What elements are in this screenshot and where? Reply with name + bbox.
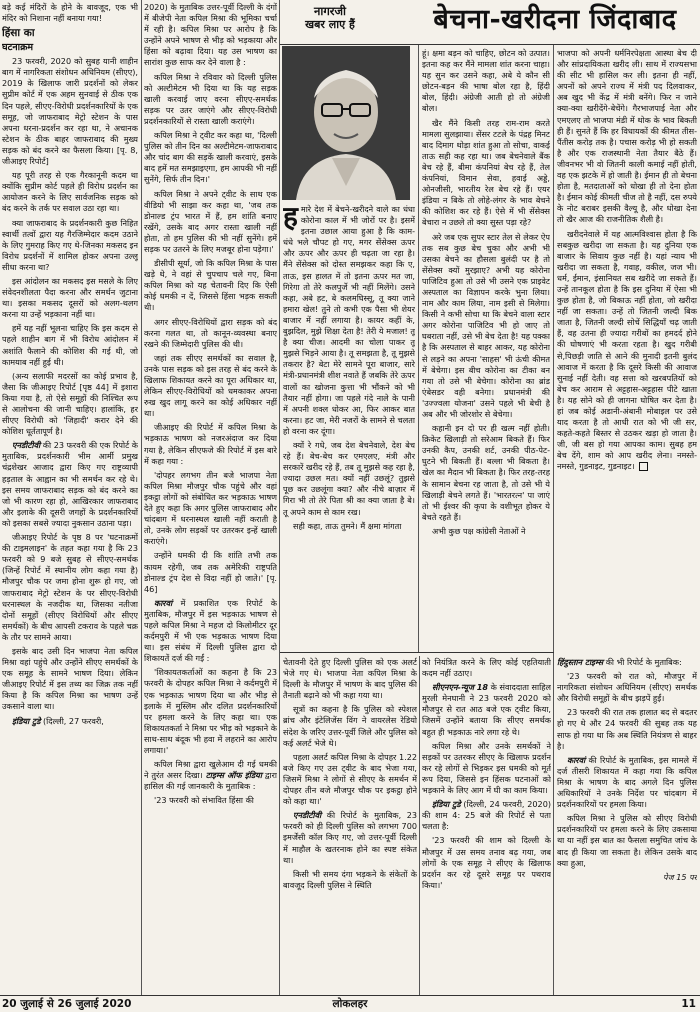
paragraph-text: द्वारा हासिल की गई जानकारी के मुताबिक : [144, 770, 277, 792]
subheading: हिंसा का [2, 27, 35, 40]
paragraph: '23 फरवरी को रात को, मौजपुर में नागरिकता संशोधन अधिनियम (सीएए) समर्थक और विरोधी समूहों के बीच झड़पें हुईं। [557, 671, 697, 704]
paragraph: बड़े कई मंदिरों के होने के बावजूद, एक भी मंदिर को निशाना नहीं बनाया गया! [2, 2, 138, 24]
source-name: कारवां [154, 597, 173, 608]
column-rule [419, 656, 420, 996]
paragraph: डीसीपी सूर्या, जो कि कपिल मिश्रा के पास खड़े थे, ने वहां से चुपचाप चले गए, बिना कपिल मिश्रा को यह चेतावनी दिए कि ऐसी कोई धमकी न दें, जिससे हिंसा भड़क सकती थी। [144, 258, 277, 313]
paragraph: 23 फरवरी, 2020 को सुबह यानी शाहीन बाग में नागरिकता संशोधन अधिनियम (सीएए), 2019 के खिलाफ जारी प्रदर्शनों को लेकर सुप्रीम कोर्ट में एक अहम सुनवाई से ठीक एक दिन पहले, सीएए-विरोधी प्रदर्शनकारियों के एक समूह, जो जाफराबाद मेट्रो स्टेशन के पास अपना धरना-प्रदर्शन कर रहा था, ने अचानक स्टेशन के ठीक बाहर जाफराबाद की मुख्य सड़क को बंद करने का फैसला किया। [पृ. 8, जीआइए रिपोर्ट] [2, 56, 138, 167]
paragraph: भाजपा को अपनी धर्मनिरपेक्षता आस्था बेच दी और सांप्रदायिकता खरीद ली। साथ में राज्यसभा की सीट भी हासिल कर ली। इतना ही नहीं, अपनों को अपने राज्य में मंत्री पद दिलवाकर, अब खुद भी केंद्र में मंत्री बनेंगे। फिर न जाने क्या-क्या खरीदेंगे-बेचेंगे। गैरभाजपाई नेता और एमएलए तो भाजपा मंडी में थोक के भाव बिकती ही हैं। सुनते हैं कि हर विधायकों की कीमत तीस-पैंतीस करोड़ तक है। पचास करोड़ भी हो सकती है और एक राजस्थानी नेता तैयार बैठे हैं। जीवनभर भी वो जितनी काली कमाई नहीं होती, वह एक झटके में हो जाती है। ईमान ही तो बेचना होता है, मतदाताओं को धोखा ही तो देना होता है। ईमान कोई कीमती चीज तो है नहीं, दस रुपये के नोट बराबर इसकी वैल्यू है, और धोखा देना तो खैर आज की राजनीतिक शैली है। [557, 48, 697, 225]
paragraph-text: (दिल्ली, 27 फरवरी, [43, 715, 104, 726]
paragraph: हमें यह नहीं भूलना चाहिए कि इस कदम से पहले शाहीन बाग में भी विरोध आंदोलन में अशांति फैलाने की कोशिश की गई थी, जो कामयाब नहीं हुई थी। [2, 323, 138, 367]
kicker-line-1: नागरजी [313, 4, 347, 18]
paragraph [283, 810, 417, 865]
footer-date: 20 जुलाई से 26 जुलाई 2020 [2, 998, 132, 1010]
paragraph: को नियंत्रित करने के लिए कोई एहतियाती कदम नहीं उठाए। [422, 657, 551, 679]
paragraph: 23 फरवरी की रात तक हालात बद से बदतर हो गए थे और 24 फरवरी की सुबह तक यह साफ हो गया था कि अब स्थिति नियंत्रण से बाहर है। [557, 707, 697, 751]
end-mark-icon [639, 462, 648, 471]
article-column-3 [283, 657, 417, 994]
paragraph: '23 फरवरी की शाम को दिल्ली के मौजपुर में उस समय तनाव बढ़ गया, जब लोगों के एक समूह ने सीएए के खिलाफ प्रदर्शन कर रहे दूसरे समूह पर पथराव किया।' [422, 835, 551, 890]
column-rule [418, 44, 419, 652]
source-name: टाइम्स ऑफ इंडिया [205, 770, 262, 781]
paragraph: यह पूरी तरह से एक गैरकानूनी कदम था क्योंकि सुप्रीम कोर्ट पहले ही विरोध प्रदर्शन का आयोजन करने के लिए सार्वजनिक सड़क को बंद करने के तर्क पर सवाल उठा रहा था। [2, 170, 138, 214]
paragraph-text: खरीदनेवाले में यह आत्मविश्वास होता है कि सबकुछ खरीदा जा सकता है। यह दुनिया एक बाजार के सिवाय कुछ नहीं है। यहां न्याय भी खरीदा जा सकता है, गवाह, वकील, जज भी। धर्म, ईमान, इंसानियत सब खरीदे जा सकते हैं। उन्हें तानकूल होता है कि इस दुनिया में ऐसा भी कुछ होता है, जो बिकाऊ नहीं होता, जो खरीदा नहीं जा सकता। उन्हें तो जितनी जल्दी बिक जाता है, जितनी जल्दी सोचें सिद्धियाँ चढ़ जाती हैं, वह उतना ही ज्यादा गरीबों का हमदर्द होने की घोषणाएं भी करता रहता है। खुद गरीबी से,पिछड़ी जाति से आने की मुनादी इतनी बुलंद आवाज में करता है कि दूसरे किसी की आवाज सुनाई नहीं देती। वह सत्ता को खरबपतियों को बेच कर आराम से अट्टहास-अट्टहास पीटे खाता है। यह सोने को ही जागना घोषित कर देता है। हां जब कोई अडानी-अंबानी मोबाइल पर उसे याद करता है तो आधी रात को भी जी सर, कहते-कहते बिस्तर से उठकर खड़ा हो जाता है। जी, जी बस हो गया आपका काम। सुबह हम बेच देंगे, शाम को आप खरीद लेना। नमस्ते-नमस्ते, गुडनाइट, गुडनाइट। [557, 228, 697, 472]
column-rule [279, 0, 280, 996]
paragraph-text: (दिल्ली, 24 फरवरी, 2020) की शाम 4: 25 बजे की रिपोर्ट से पता चलता है: [422, 799, 551, 832]
paragraph: जहां तक सीएए समर्थकों का सवाल है, उनके पास सड़क को इस तरह से बंद करने के खिलाफ शिकायत करने का पूरा अधिकार था, लेकिन सीएए-विरोधियों को धमकाकर अपना रुख खुद लागू करने का कोई अधिकार नहीं था। [144, 352, 277, 419]
paragraph [557, 755, 697, 810]
paragraph: चेतावनी देते हुए दिल्ली पुलिस को एक अलर्ट भेजे गए थे। भाजपा नेता कपिल मिश्रा के दिल्ली के मौजपुर में भाषण के बाद पुलिस की तैनाती बढ़ाने को भी कहा गया था। [283, 657, 417, 701]
paragraph: हूं। क्षमा बड़न को चाहिए, छोटन को उत्पात। इतना कह कर मैंने मामला शांत करना चाहा। यह सुन कर उसने कहा, अबे ये कौन सी छोटन-बड़न की भाषा बोल रहा है, हिंदी बोल, हिंदी। अंग्रेजी आती हो तो अंग्रेजी बोल। [422, 48, 550, 114]
paragraph: 'दोपहर लगभग तीन बजे भाजपा नेता कपिल मिश्रा मौजपुर चौक पहुंचे और वहां इकट्ठा लोगों को संबोधित कर भड़काऊ भाषण देते हुए कहा कि अगर पुलिस जाफराबाद और चांदबाग में धरनास्थल खाली नहीं कराती है तो, उनके लोग सड़कों पर उतरकर इन्हें खाली कराएंगे। [144, 469, 277, 547]
paragraph-text: की 23 फरवरी की एक रिपोर्ट के मुताबिक, प्रदर्शनकारी भीम आर्मी प्रमुख चंद्रशेखर आजाद द्वारा किए गए राष्ट्रव्यापी हड़ताल के आह्वान का भी समर्थन कर रहे थे। इस समय जाफराबाद सड़क को बंद करने का जो भी कारण रहा हो, आखिरकार जाफराबाद और इलाके की दूसरी जगहों के प्रदर्शनकारियों को इसका सबसे ज्यादा नुकसान उठाना पड़ा। [2, 440, 138, 528]
column-rule [553, 44, 554, 996]
paragraph: खैर मैंने किसी तरह राम-राम करते मामला सुलझाया। सेंसर टटले के पंद्रह मिनट बाद दिमाग थोड़ा शांत हुआ तो सोचा, वाकई ताऊ सही कह रहा था। जब बेचनेवाले बैंक बेच रहे हैं, बीमा कंपनियां बेच रहे हैं, तेल कंपनियां, विमान सेवा, हवाई अड्डे, ओनजीसी, भारतीय रेल बेच रहे हैं। एयर इंडिया न बिके तो लोहे-लंगर के भाव बेचने की कोशिश कर रहे हैं। ऐसे में भी सेंसेक्स बेचारा न उछले तो क्या सुस्त पड़ा रहे? [422, 117, 550, 228]
source-name: इंडिया टुडे [432, 799, 461, 810]
paragraph: कपिल मिश्रा और उनके समर्थकों ने सड़कों पर उतरकर सीएए के खिलाफ प्रदर्शन कर रहे लोगों से भिड़कर इस धमकी को मूर्त रूप दिया, जिससे इन हिंसक घटनाओं को भड़काने के लिए आग में घी का काम किया। [422, 740, 551, 796]
source-name: कारवां [567, 754, 586, 765]
paragraph-text: की रिपोर्ट के मुताबिक, 23 फरवरी को ही दिल्ली पुलिस को लगभग 700 इमर्जेंसी कॉल किए गए, जो उत्तर-पूर्वी दिल्ली में माहौल के खतरनाक होने का स्पष्ट संकेत था। [283, 810, 417, 865]
source-name: एनडीटीवी [293, 810, 322, 821]
satire-column-1 [283, 204, 415, 650]
paragraph: 'शिकायतकर्ताओं का कहना है कि 23 फरवरी के दोपहर कपिल मिश्रा ने कर्दमपुरी में एक भड़काऊ भाषण दिया था और भीड़ से इलाके में मुस्लिम और दलित प्रदर्शनकारियों पर हमला करने के लिए कहा था। एक शिकायतकर्ता ने मिश्रा पर भीड़ को भड़काने के साथ-साथ बंदूक भी हवा में लहराने का आरोप लगाया।' [144, 667, 277, 755]
kicker-line-2: खबर लाए हैं [305, 18, 355, 31]
paragraph-text: की भी रिपोर्ट के मुताबिक: [605, 657, 682, 667]
portrait-illustration [282, 46, 410, 200]
satire-column-3 [557, 48, 697, 652]
satire-column-2 [422, 48, 550, 650]
paragraph: उन्होंने धमकी दी कि शांति तभी तक कायम रहेगी, जब तक अमेरिकी राष्ट्रपति डोनाल्ड ट्रंप देश से विदा नहीं हो जाते।' [पृ. 46] [144, 550, 277, 594]
article-column-2 [144, 2, 277, 994]
paragraph: क्यों रे गधे, जब देश बेचनेवाले, देश बेच रहे हैं। बेच-बेच कर एमएलए, मंत्री और सरकारें खरीद रहे हैं, तब तू मुझसे कह रहा है, ज्यादा उछल मत। क्यों नहीं उछलूं? तुझसे पूछ कर उछलूंगा क्या? और नीचे बाज़ार में गिरा भी तो तेरे पिता श्री का क्या जाता है बे। तू अपने काम से काम रख। [283, 439, 415, 517]
headline: बेचना-खरीदना जिंदाबाद [433, 4, 677, 35]
paragraph: जीआइए की रिपोर्ट में कपिल मिश्रा के भड़काऊ भाषण को नजरअंदाज कर दिया गया है, लेकिन सीएफजे की रिपोर्ट में इस बारे में कहा गया : [144, 422, 277, 466]
paragraph: कपिल मिश्रा ने पुलिस को सीएए विरोधी प्रदर्शनकारियों पर हमला करने के लिए उकसाया था या नहीं इस बात का फैसला समुचित जांच के बाद ही किया जा सकता है। लेकिन उसके बाद क्या हुआ, [557, 813, 697, 868]
paragraph: पहला अलर्ट कपिल मिश्रा के दोपहर 1.22 बजे किए गए उस ट्वीट के बाद भेजा गया, जिसमें मिश्रा ने लोगों से सीएए के समर्थन में दोपहर तीन बजे मौजपुर चौक पर इकट्ठा होने को कहा था।' [283, 751, 417, 807]
footer-paper-name: लोकलहर [332, 998, 368, 1010]
paragraph [2, 440, 138, 529]
source-name: एनडीटीवी [12, 440, 41, 451]
paragraph: कहानी इन दो पर ही खत्म नहीं होती। क्रिकेट खिलाड़ी तो सरेआम बिकते हैं। फिर उनकी कैप, उनकी शर्ट, उनकी पीठ-पेट-घुटने भी बिकती हैं। बल्ला भी बिकता है। खेल का मैदान भी बिकता है। फिर तरह-तरह के सामान बेचना रह जाता है, तो उसे भी ये खिलाड़ी बेचने लगते हैं। 'भारतरत्न' पा जाएं तो भी ईश्वर की कृपा के वशीभूत होकर ये बेचते रहते हैं। [422, 423, 550, 522]
headline-rule [280, 44, 700, 45]
paragraph: जीआइए रिपोर्ट के पृष्ठ 8 पर 'घटनाक्रमों की टाइमलाइन' के तहत कहा गया है कि 23 फरवरी को 9 बजे सुबह से सीएए-समर्थक (जिन्हें रिपोर्ट में स्थानीय लोग कहा गया है) मौजपुर चौक पर जमा होना शुरू हो गए, जो जाफराबाद मेट्रो स्टेशन के पर सीएए-विरोधी धरनास्थल के नजदीक था, जिसका नतीजा दोनों समूहों (सीएए विरोधियों और सीएए समर्थकों) के बीच आपसी टकराव के पहले चक्र के तौर पर सामने आया। [2, 532, 138, 642]
paragraph-text: कपिल मिश्रा द्वारा खुलेआम दी गई धमकी ने तुरंत असर दिखा। [144, 759, 277, 781]
paragraph: इसके बाद उसी दिन भाजपा नेता कपिल मिश्रा वहां पहुंचे और उन्होंने सीएए समर्थकों के एक समूह के सामने भाषण दिया। लेकिन जीआइए रिपोर्ट में इस तथ्य का जिक्र तक नहीं किया है कि कपिल मिश्रा का भाषण उन्हें उकसाने वाला था। [2, 645, 138, 712]
column-rule [141, 0, 142, 996]
paragraph: कपिल मिश्रा ने रविवार को दिल्ली पुलिस को अल्टीमेटम भी दिया था कि यह सड़क खाली करवाई जाए वरना सीएए-समर्थक सड़क पर उतर जाएंगे और सीएए-विरोधी प्रदर्शनकारियों से रास्ता खाली कराएंगे। [144, 71, 277, 126]
paragraph [283, 204, 415, 437]
source-name: इंडिया टुडे [12, 715, 41, 726]
paragraph: 2020) के मुताबिक उत्तर-पूर्वी दिल्ली के दंगों में बीजेपी नेता कपिल मिश्रा की भूमिका चर्चा में रही है। कपिल मिश्रा पर आरोप है कि उन्होंने अपने भाषण से भीड़ को भड़काया और हिंसा को बढ़ावा दिया। यह उस भाषण का सारांश कुछ साफ कर देने वाला है : [144, 2, 277, 68]
paragraph: '23 फरवरी को संभावित हिंसा की [154, 795, 254, 806]
paragraph: सूत्रों का कहना है कि पुलिस को स्पेशल ब्रांच और इंटेलिजेंस विंग ने वायरलेस रेडियो संदेश के जरिए उत्तर-पूर्वी जिले और पुलिस को कई अलर्ट भेजे थे। [283, 704, 417, 748]
paragraph [422, 799, 551, 832]
paragraph-text: के संवाददाता साहिल मुरली मेनघानी ने 23 फरवरी 2020 को मौजपुर से रात आठ बजे एक ट्वीट किया, जिसमें उन्होंने बताया कि सीएए समर्थक बहुत ही भड़काऊ नारे लगा रहे थे। [422, 682, 551, 737]
paragraph-text: की रिपोर्ट के मुताबिक, इस मामले में दर्ज तीसरी शिकायत में कहा गया कि कपिल मिश्रा के भाषण के बाद अगले दिन पुलिस अधिकारियों ने उनके निर्देश पर चांदबाग में प्रदर्शनकारियों पर हमला किया। [557, 754, 697, 810]
paragraph [422, 682, 551, 737]
article-column-1 [2, 2, 138, 994]
paragraph-text: मारे देश में बेचने-खरीदने वाले का धंधा कोरोना काल में भी जोरों पर है। इसमें इतना उछाल आया हुआ है कि काम-धंधे भले चौपट हो गए, मगर सेंसेक्स ऊपर और ऊपर और ऊपर ही चढ़ता जा रहा है। मैंने सेंसेक्स को दोस्त समझकर कहा कि ए, ताऊ, इस हालत में तो इतना ऊपर मत जा, गिरेगा तो तेरे कलपुर्जे भी नहीं मिलेंगे। उसने कहा, अबे हट, बे कलमघिस्सू, तू क्या जाने हमारा खेल! तुने तो कभी एक पैसा भी शेयर बाजार में नहीं लगाया है। कायर कहीं के, बुझदिल, मुझे शिक्षा देता है! तेरी ये मजाल! तू है क्या चीज। आदमी का चोला पाकर तू मुझसे भिड़ने आया है। तू समझता है, तू मुझसे तकरार है? बेटा मेरे सामने पूरा बाजार, सारे मंत्री-प्रधानमंत्री शीश नवाते हैं जबकि तेरे ऊपर वालों का खोजना कुत्ता भी भौंकने को भी तैयार नहीं होगा। जा पहले गंदे नाले के पानी में अपनी शक्ल धोकर आ, फिर आकर बात करना। हट जा, मेरी नजरों के सामने से चलता हो वरना कर दूंगा। [283, 204, 415, 436]
paragraph: कपिल मिश्रा ने अपने ट्वीट के साथ एक वीडियो भी साझा कर कहा था, 'जब तक डोनाल्ड ट्रंप भारत में हैं, हम शांति बनाए रखेंगे, उसके बाद अगर रास्ता खाली नहीं होता, तो हम पुलिस की भी नहीं सुनेंगे। हमें सड़क पर उतरने के लिए मजबूर होना पड़ेगा।' [144, 188, 277, 254]
article-column-4 [422, 657, 551, 994]
portrait-photo-icon [282, 46, 410, 200]
subheading: घटनाक्रम [2, 42, 34, 54]
source-name: सीएनएन-न्यूज 18 [432, 682, 489, 693]
continued-note: पेज 15 पर [663, 871, 697, 882]
paragraph: सही कहा, ताऊ तुमने। मैं क्षमा मांगता [293, 520, 402, 531]
paragraph [144, 759, 277, 792]
paragraph [144, 598, 277, 665]
paragraph: कपिल मिश्रा ने ट्वीट कर कहा था, 'दिल्ली पुलिस को तीन दिन का अल्टीमेटम-जाफराबाद और चांद बाग की सड़कें खाली करवाएं, इसके बाद हमें मत समझाइएगा, हम आपकी भी नहीं सुनेंगे, सिर्फ तीन दिन।' [144, 130, 277, 185]
footer-page-number: 11 [681, 998, 696, 1010]
paragraph: क्या जाफराबाद के प्रदर्शनकारी कुछ निहित स्वार्थी तत्वों द्वारा यह गैरजिम्मेदार कदम उठाने के लिए गुमराह किए गए थे-जिनका मकसद इन विरोध प्रदर्शनों में शामिल होकर अपना उल्लू सीधा करना था? [2, 217, 138, 272]
paragraph: अगर सीएए-विरोधियों द्वारा सड़क को बंद करना गलत था, तो कानून-व्यवस्था बनाए रखने की जिम्मेदारी पुलिस की थी। [144, 316, 277, 349]
paragraph-text: में प्रकाशित एक रिपोर्ट के मुताबिक, मौजपुर में इस भड़काऊ भाषण से पहले कपिल मिश्रा ने महज दो किलोमीटर दूर कर्दमपुरी में भी एक भड़काऊ भाषण दिया था। इस संबंध में दिल्ली पुलिस द्वारा दो शिकायतें दर्ज की गईं : [144, 597, 277, 664]
drop-cap: ह [283, 204, 298, 233]
article-end-rule [280, 652, 554, 653]
paragraph: इस आंदोलन का मकसद इस मसले के लिए संवेदनशीलता पैदा करना और समर्थन जुटाना था। इसका मकसद दूसरों को अलग-थलग करना या उन्हें भड़काना नहीं था। [2, 275, 138, 320]
paragraph [557, 657, 697, 668]
paragraph: किसी भी समय दंगा भड़कने के संकेतों के बावजूद दिल्ली पुलिस ने स्थिति [283, 868, 417, 890]
paragraph: अभी कुछ पक्ष कांग्रेसी नेताओं ने [432, 525, 526, 536]
source-name: हिंदुस्तान टाइम्स [557, 657, 604, 667]
article-column-5 [557, 657, 697, 994]
paragraph: अरे जब एक सुपर स्टार तेल से लेकर ऐप तक सब कुछ बेच चुका और अभी भी उसका बेचने का हौसला बुलंदी पर है तो सेंसेक्स क्यों मुरझाए? अभी यह कोरोना पाजिटिव हुआ तो उसे भी उसने एक प्राइवेट अस्पताल का विज्ञापन करके भुना लिया। नाम और काम लिया, नाम इसी से मिलेगा। किसी ने कभी सोचा था कि बेचने वाला स्टार अगर कोरोना पाजिटिव भी हो जाए तो घबराता नहीं, उसे भी बेच देता है! यह पक्का है कि अस्पताल से बाहर आकर, यह कोरोना से लड़ने का अपना 'साहस' भी ऊंची कीमत में बेचेगा। इस बीच कोरोना का टीका बन गया तो उसे भी बेचेगा। कोरोना का ब्रांड एंबेसडर वही बनेगा। प्रधानमंत्री की 'उज्ज्वला योजना' उसने पहले भी बेची है अब और भी जोरशोर से बेचेगा। [422, 231, 550, 419]
paragraph [557, 229, 697, 473]
paragraph: (अन्य सलाफी मदरसों का कोई प्रभाव है, जैसा कि जीआइए रिपोर्ट [पृष्ठ 44] में इशारा किया गया है, तो ऐसे समूहों की निश्चित रूप से आलोचना की जानी चाहिए। हालांकि, हर सीएए विरोधी को 'जिहादी' करार देने की कोशिश धूर्ततापूर्ण है। [2, 370, 138, 437]
column-kicker [280, 0, 380, 44]
paragraph [2, 716, 138, 727]
